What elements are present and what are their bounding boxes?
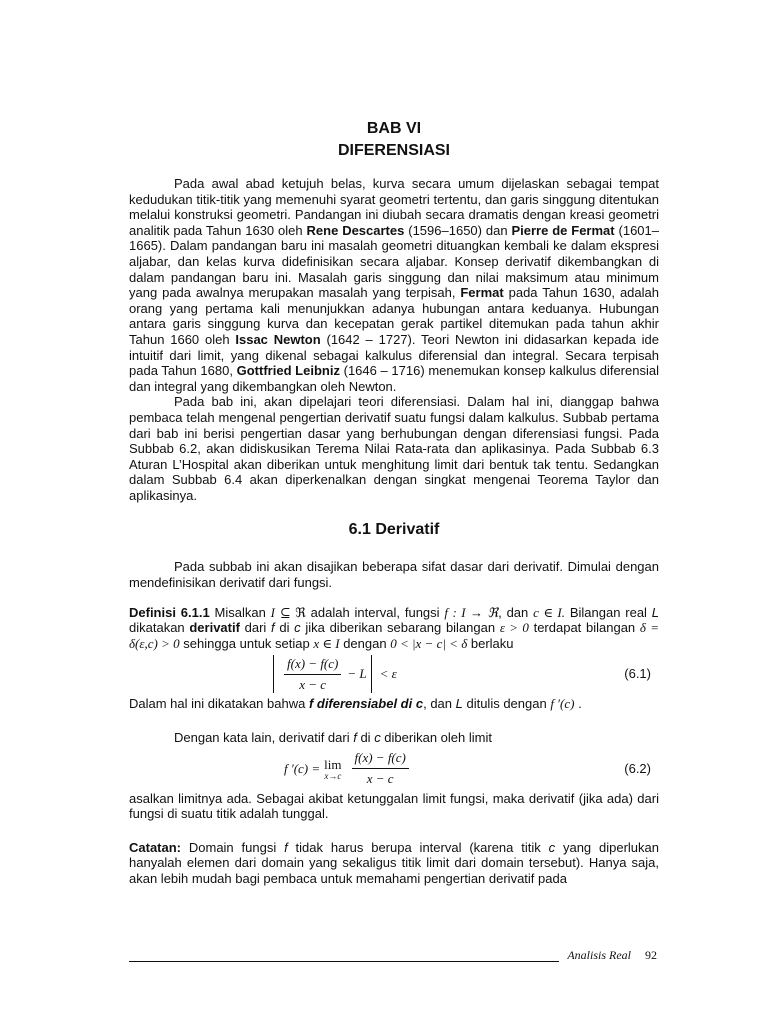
footer-book-title: Analisis Real (567, 948, 631, 962)
abs-bar-right (371, 655, 372, 693)
definition-paragraph: Definisi 6.1.1 Misalkan I ⊆ ℜ adalah interval, fungsi f : I → ℜ, dan c ∈ I. Bilangan real L dikatakan derivatif dari f di c jika diberikan sebarang bilangan ε > 0 terdapat bilangan δ = δ(ε,c) > 0 sehingga untuk setiap x ∈ I dengan 0 < |x − c| < δ berlaku (129, 604, 660, 651)
section-intro-paragraph: Pada subbab ini akan disajikan beberapa sifat dasar dari derivatif. Dimulai dengan mendefinisikan derivatif dari fungsi. (129, 559, 659, 591)
limit-quotient: $\frac{f(x) - f(c)}{x - c}$ (352, 750, 409, 787)
difference-quotient: $\frac{f(x) - f(c)}{x - c}$ (284, 656, 341, 693)
text-run: Pada awal abad ketujuh belas, kurva secara umum dijelaskan sebagai tempat kedudukan titik-titik yang memenuhi syarat geometri tertentu, dan garis singgung ditentukan melalui konstruksi geometri. Pandangan ini diubah secara dramatis dengan kreasi geometri analitik pada Tahun 1630 oleh (129, 176, 659, 238)
chapter-number: BAB VI (366, 120, 422, 137)
section-heading: 6.1 Derivatif (348, 521, 440, 539)
equation-6-1: $\frac{f(x) - f(c)}{x - c}$ − L < ε (6.1) (129, 654, 659, 694)
text-run: (1596–1650) dan (404, 222, 512, 238)
definition-label: Definisi 6.1.1 (129, 604, 210, 620)
text-run: (1601–1665). Dalam pandangan baru ini masalah geometri dituangkan kembali ke dalam ekspresi aljabar, dan kelas kurva didefinisikan secara aljabar. Konsep derivatif dikembangkan di dalam pandangan baru ini. Masalah garis singgung dan nilai maksimum atau minimum yang pada awalnya merupakan masalah yang terpisah, (129, 222, 659, 301)
note-label: Catatan: (129, 839, 182, 855)
bold-name: Issac Newton (235, 331, 321, 347)
limit-operator: lim x→c (324, 756, 342, 781)
bold-name: Fermat (460, 285, 504, 301)
intro-paragraph-2: Pada bab ini, akan dipelajari teori diferensiasi. Dalam hal ini, dianggap bahwa pembaca telah mengenal pengertian derivatif suatu fungsi dalam kalkulus. Subbab pertama dari bab ini berisi pengertian dasar yang berhubungan dengan diferensiasi fungsi. Pada Subbab 6.2, akan didiskusikan Terema Nilai Rata-rata dan aplikasinya. Pada Subbab 6.3 Aturan L’Hospital akan diberikan untuk menghitung limit dari bentuk tak tentu. Sedangkan dalam Subbab 6.4 akan diperkenalkan dengan singkat mengenai Teorema Taylor dan aplikasinya. (129, 394, 659, 503)
page-number: 92 (645, 948, 657, 962)
page-footer (129, 948, 659, 964)
differentiable-statement: Dalam hal ini dikatakan bahwa f diferensiabel di c, dan L ditulis dengan f ′(c) . (129, 696, 582, 712)
text-run: (1642 – 1727). Teori Newton ini didasarkan kepada ide intuitif dari limit, yang dikenal sebagai kalkulus diferensial dan integral. Secara terpisah pada Tahun 1680, (129, 331, 659, 379)
abs-bar-left (273, 655, 274, 693)
limit-intro-line: Dengan kata lain, derivatif dari f di c diberikan oleh limit (174, 730, 492, 746)
bold-name: Pierre de Fermat (511, 222, 615, 238)
document-page (129, 118, 659, 887)
equation-6-2: f ′(c) = lim x→c $\frac{f(x) - f(c)}{x - c}$ (6.2) (284, 750, 651, 787)
chapter-title: DIFERENSIASI (337, 142, 450, 159)
text-run: pada Tahun 1630, adalah orang yang pertama kali menunjukkan adanya hubungan antara keduanya. Hubungan antara garis singgung kurva dan kecepatan gerak partikel ditemukan pada tahun akhir Tahun 1660 oleh (129, 285, 659, 347)
footer-rule (129, 961, 559, 962)
note-paragraph: Catatan: Domain fungsi f tidak harus berupa interval (karena titik c yang diperlukan hanyalah elemen dari domain yang sekaligus titik limit dari domain tersebut). Hanya saja, akan lebih mudah bagi pembaca untuk memahami pengertian derivatif pada (129, 839, 659, 886)
intro-paragraph-1 (129, 176, 659, 394)
bold-name: Gottfried Leibniz (236, 363, 340, 379)
text-run: (1646 – 1716) menemukan konsep kalkulus diferensial dan integral yang dikembangkan oleh Newton. (129, 363, 659, 394)
equation-number: (6.1) (624, 666, 651, 682)
uniqueness-paragraph: asalkan limitnya ada. Sebagai akibat ketunggalan limit fungsi, maka derivatif (jika ada) dari fungsi di suatu titik adalah tunggal. (129, 790, 659, 822)
bold-name: Rene Descartes (306, 222, 405, 238)
equation-number: (6.2) (624, 760, 651, 776)
